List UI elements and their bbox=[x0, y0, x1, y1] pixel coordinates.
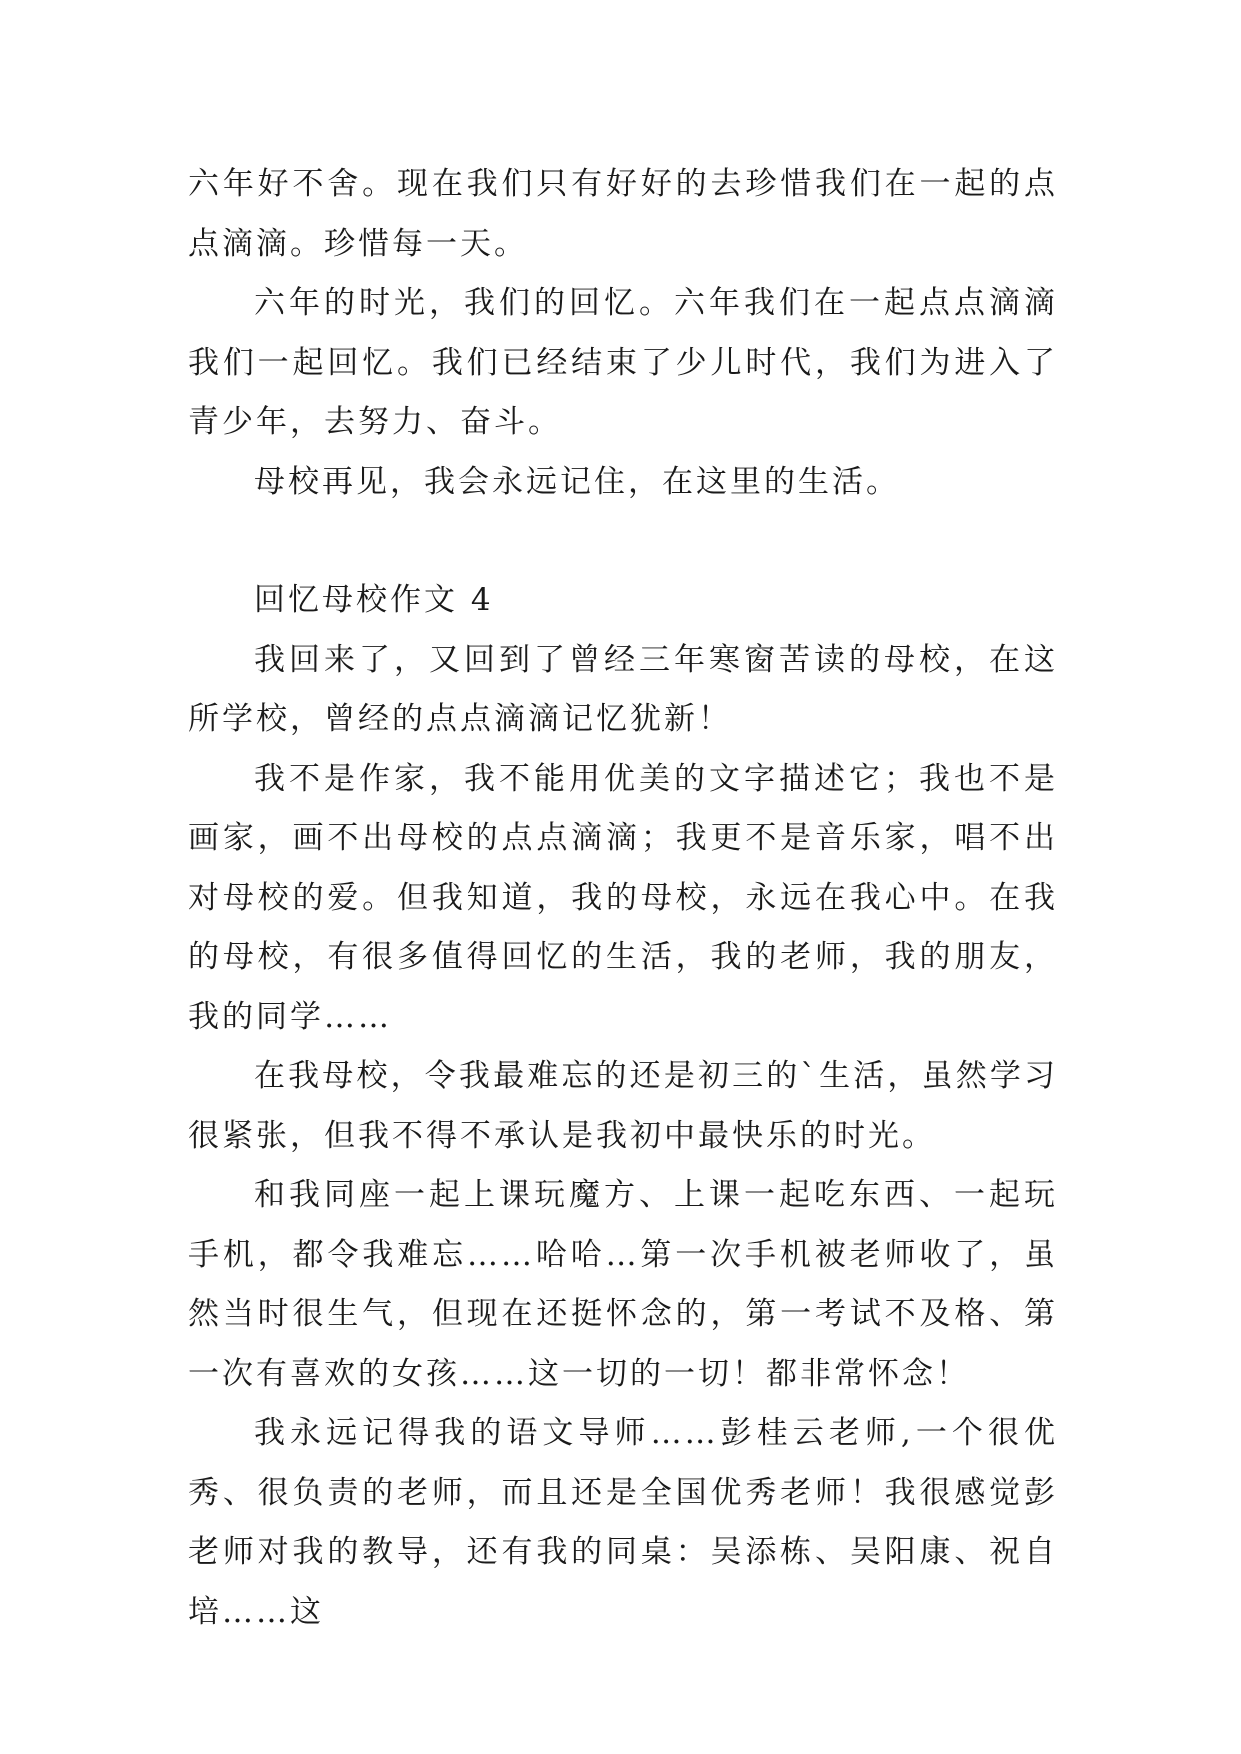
document-page bbox=[188, 155, 1058, 1642]
paragraph-7: 和我同座一起上课玩魔方、上课一起吃东西、一起玩手机，都令我难忘……哈哈…第一次手机被老师收了，虽然当时很生气，但现在还挺怀念的，第一考试不及格、第一次有喜欢的女孩……这一切的一切！都非常怀念！ bbox=[188, 1177, 1058, 1392]
paragraph-4: 我回来了，又回到了曾经三年寒窗苦读的母校，在这所学校，曾经的点点滴滴记忆犹新！ bbox=[188, 641, 1058, 737]
paragraph-2: 六年的时光，我们的回忆。六年我们在一起点点滴滴我们一起回忆。我们已经结束了少儿时代，我们为进入了青少年，去努力、奋斗。 bbox=[188, 285, 1058, 440]
section-heading: 回忆母校作文 4 bbox=[254, 582, 494, 618]
section-gap bbox=[188, 512, 1058, 571]
paragraph-6: 在我母校，令我最难忘的还是初三的`生活，虽然学习很紧张，但我不得不承认是我初中最快乐的时光。 bbox=[188, 1058, 1058, 1154]
paragraph-8: 我永远记得我的语文导师……彭桂云老师,一个很优秀、很负责的老师，而且还是全国优秀老师！我很感觉彭老师对我的教导，还有我的同桌：吴添栋、吴阳康、祝自培……这 bbox=[188, 1415, 1058, 1630]
paragraph-1: 六年好不舍。现在我们只有好好的去珍惜我们在一起的点点滴滴。珍惜每一天。 bbox=[188, 166, 1058, 262]
paragraph-3: 母校再见，我会永远记住，在这里的生活。 bbox=[254, 463, 900, 500]
paragraph-5: 我不是作家，我不能用优美的文字描述它；我也不是画家，画不出母校的点点滴滴；我更不是音乐家，唱不出对母校的爱。但我知道，我的母校，永远在我心中。在我的母校，有很多值得回忆的生活，我的老师，我的朋友，我的同学…… bbox=[188, 760, 1058, 1035]
